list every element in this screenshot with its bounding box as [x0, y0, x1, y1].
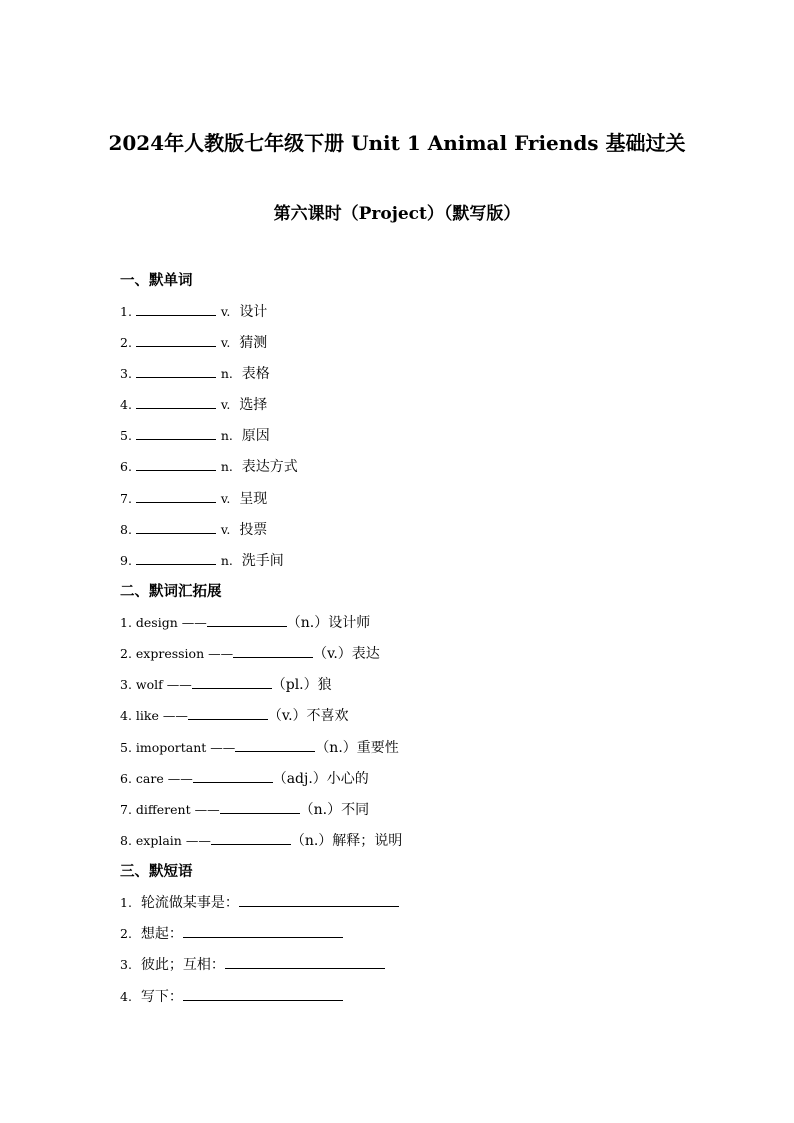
derived-hint: （v.）不喜欢	[267, 708, 349, 724]
answer-blank[interactable]	[193, 768, 273, 783]
base-word: 3. wolf ——	[120, 677, 192, 692]
answer-blank[interactable]	[192, 674, 272, 689]
word-item	[120, 456, 298, 478]
answer-blank[interactable]	[207, 612, 287, 627]
answer-blank[interactable]	[188, 705, 268, 720]
word-item	[120, 301, 267, 323]
word-item	[120, 425, 270, 447]
part-of-speech: v.	[220, 491, 231, 506]
item-number: 1.	[120, 304, 132, 319]
base-word: 2. expression ——	[120, 646, 234, 661]
base-word: 6. care ——	[120, 771, 193, 786]
answer-blank[interactable]	[183, 923, 343, 938]
item-number: 9.	[120, 553, 132, 568]
phrase-item	[120, 923, 343, 945]
word-meaning: 洗手间	[241, 553, 284, 569]
extension-item	[120, 830, 402, 852]
section-heading-words: 一、默单词	[120, 272, 193, 289]
part-of-speech: v.	[220, 397, 231, 412]
item-number: 5.	[120, 428, 132, 443]
answer-blank[interactable]	[233, 643, 313, 658]
answer-blank[interactable]	[136, 519, 216, 534]
word-meaning: 投票	[239, 522, 268, 538]
phrase-prompt: 轮流做某事是：	[140, 895, 239, 911]
phrase-item	[120, 892, 399, 914]
answer-blank[interactable]	[136, 456, 216, 471]
part-of-speech: v.	[220, 335, 231, 350]
word-item	[120, 363, 270, 385]
answer-blank[interactable]	[220, 799, 300, 814]
page-subtitle: 第六课时（Project）（默写版）	[273, 204, 521, 224]
extension-item	[120, 674, 332, 696]
part-of-speech: n.	[220, 459, 233, 474]
part-of-speech: n.	[220, 366, 233, 381]
word-item	[120, 394, 267, 416]
answer-blank[interactable]	[136, 363, 216, 378]
word-item	[120, 332, 267, 354]
base-word: 8. explain ——	[120, 833, 211, 848]
item-number: 3.	[120, 366, 132, 381]
answer-blank[interactable]	[136, 301, 216, 316]
derived-hint: （n.）不同	[299, 802, 370, 818]
item-number: 6.	[120, 459, 132, 474]
word-item	[120, 488, 267, 510]
word-item	[120, 550, 284, 572]
extension-item	[120, 799, 369, 821]
derived-hint: （n.）重要性	[315, 740, 399, 756]
base-word: 5. imoportant ——	[120, 740, 236, 755]
derived-hint: （v.）表达	[313, 646, 380, 662]
page-title: 2024年人教版七年级下册 Unit 1 Animal Friends 基础过关	[108, 131, 686, 155]
answer-blank[interactable]	[136, 488, 216, 503]
derived-hint: （n.）解释；说明	[290, 833, 403, 849]
part-of-speech: n.	[220, 553, 233, 568]
word-meaning: 呈现	[239, 491, 268, 507]
item-number: 8.	[120, 522, 132, 537]
word-meaning: 猜测	[239, 335, 268, 351]
derived-hint: （adj.）小心的	[272, 771, 369, 787]
answer-blank[interactable]	[235, 737, 315, 752]
word-meaning: 选择	[239, 397, 268, 413]
answer-blank[interactable]	[136, 550, 216, 565]
item-number: 4.	[120, 989, 132, 1004]
section-heading-phrases: 三、默短语	[120, 863, 193, 880]
part-of-speech: n.	[220, 428, 233, 443]
answer-blank[interactable]	[136, 394, 216, 409]
phrase-prompt: 彼此；互相：	[140, 957, 225, 973]
phrase-item	[120, 986, 343, 1008]
extension-item	[120, 643, 380, 665]
item-number: 3.	[120, 957, 132, 972]
derived-hint: （n.）设计师	[286, 615, 371, 631]
part-of-speech: v.	[220, 304, 231, 319]
extension-item	[120, 737, 399, 759]
phrase-prompt: 想起：	[140, 926, 183, 942]
item-number: 2.	[120, 926, 132, 941]
answer-blank[interactable]	[225, 954, 385, 969]
word-meaning: 设计	[239, 304, 268, 320]
word-meaning: 表格	[241, 366, 270, 382]
derived-hint: （pl.）狼	[271, 677, 332, 693]
item-number: 7.	[120, 491, 132, 506]
answer-blank[interactable]	[239, 892, 399, 907]
section-heading-extensions: 二、默词汇拓展	[120, 583, 222, 600]
base-word: 7. different ——	[120, 802, 220, 817]
extension-item	[120, 705, 349, 727]
word-meaning: 表达方式	[241, 459, 298, 475]
base-word: 1. design ——	[120, 615, 207, 630]
word-meaning: 原因	[241, 428, 270, 444]
extension-item	[120, 768, 369, 790]
word-item	[120, 519, 267, 541]
answer-blank[interactable]	[211, 830, 291, 845]
item-number: 1.	[120, 895, 132, 910]
extension-item	[120, 612, 370, 634]
answer-blank[interactable]	[136, 332, 216, 347]
answer-blank[interactable]	[136, 425, 216, 440]
base-word: 4. like ——	[120, 708, 188, 723]
phrase-prompt: 写下：	[140, 989, 183, 1005]
answer-blank[interactable]	[183, 986, 343, 1001]
phrase-item	[120, 954, 385, 976]
item-number: 4.	[120, 397, 132, 412]
item-number: 2.	[120, 335, 132, 350]
part-of-speech: v.	[220, 522, 231, 537]
